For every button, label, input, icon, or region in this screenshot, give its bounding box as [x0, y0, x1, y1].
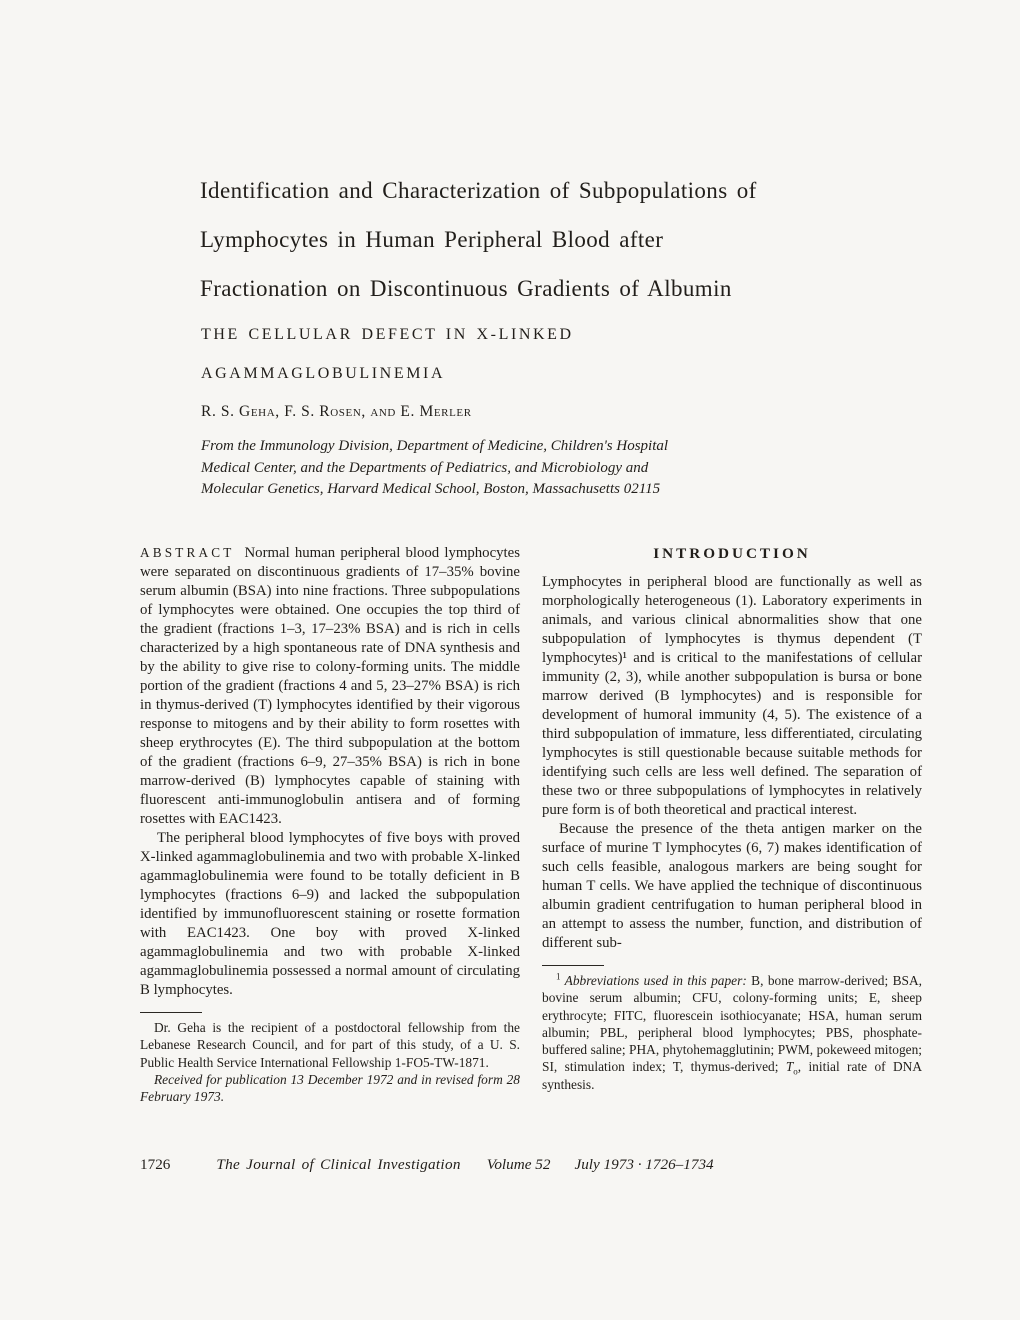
abstract-paragraph-1: [140, 543, 520, 829]
affiliation-line-1: From the Immunology Division, Department of Medicine, Children's Hospital: [201, 438, 669, 454]
journal-name: The Journal of Clinical Investigation: [216, 1156, 461, 1173]
issue-date-pages: July 1973 · 1726–1734: [574, 1156, 714, 1173]
article-title: [200, 166, 820, 313]
introduction-heading: INTRODUCTION: [653, 545, 811, 562]
acknowledgment-footnote: Dr. Geha is the recipient of a postdoctoral fellowship from the Lebanese Research Council, and for part of this study, of a U. S. Public Health Service International Fellowship 1-FO5-TW-1871.: [140, 1020, 520, 1070]
subtitle-line-2: AGAMMAGLOBULINEMIA: [201, 365, 446, 382]
left-column: [140, 543, 520, 1105]
abstract-paragraph-1-text: Normal human peripheral blood lymphocytes were separated on discontinuous gradients of 17–35% bovine serum albumin (BSA) into nine fractions. Three subpopulations of lymphocytes were obtained. One occupies the top third of the gradient (fractions 1–3, 17–23% BSA) and is rich in cells characterized by a high spontaneous rate of DNA synthesis and by the ability to give rise to colony-forming units. The middle portion of the gradient (fractions 4 and 5, 23–27% BSA) is rich in thymus-derived (T) lymphocytes identified by their vigorous response to mitogens and by their ability to form rosettes with sheep erythrocytes (E). The third subpopulation at the bottom of the gradient (fractions 6–9, 27–35% BSA) is rich in bone marrow-derived (B) lymphocytes capable of staining with fluorescent anti-immunoglobulin antisera and of forming rosettes with EAC1423.: [140, 545, 520, 827]
right-footnote-rule: [542, 965, 604, 966]
abstract-paragraph-2: The peripheral blood lymphocytes of five boys with proved X-linked agammaglobulinemia and two with probable X-linked agammaglobulinemia were found to be totally deficient in B lymphocytes (fractions 6–9) and lacked the subpopulation identified by immunofluorescent staining or rosette formation with EAC1423. One boy with proved X-linked agammaglobulinemia and two with probable X-linked agammaglobulinemia possessed a normal amount of circulating B lymphocytes.: [140, 830, 520, 998]
volume-number: Volume 52: [486, 1156, 551, 1173]
body-columns: [140, 543, 922, 1105]
left-footnote-rule: [140, 1012, 202, 1013]
received-dates: Received for publication 13 December 1972 and in revised form 28 February 1973.: [140, 1071, 520, 1105]
right-column: [542, 543, 922, 1105]
affiliation-line-3: Molecular Genetics, Harvard Medical School, Boston, Massachusetts 02115: [201, 481, 661, 497]
title-line-1: Identification and Characterization of Subpopulations of: [200, 178, 757, 203]
title-line-3: Fractionation on Discontinuous Gradients of Albumin: [200, 276, 732, 301]
affiliation: [201, 436, 761, 501]
introduction-paragraph-2: Because the presence of the theta antigen marker on the surface of murine T lymphocytes (6, 7) makes identification of such cells feasible, analogous markers are being sought for human T cells. We have applied the technique of discontinuous albumin gradient centrifugation to human peripheral blood in an attempt to assess the number, function, and distribution of different sub-: [542, 821, 922, 951]
introduction-paragraph-1: Lymphocytes in peripheral blood are functionally as well as morphologically heterogeneous (1). Laboratory experiments in animals, and various clinical abnormalities show that one subpopulation of lymphocytes is thymus dependent (T lymphocytes)¹ and is critical to the manifestations of cellular immunity (2, 3), while another subpopulation is bursa or bone marrow derived (B lymphocytes) and is responsible for development of humoral immunity (4, 5). The existence of a third subpopulation of immature, less differentiated, circulating lymphocytes is still questionable because suitable methods for identifying such cells are less well defined. The separation of these two or three subpopulations of lymphocytes in relatively pure form is of both theoretical and practical interest.: [542, 574, 922, 818]
affiliation-line-2: Medical Center, and the Departments of Pediatrics, and Microbiology and: [201, 459, 649, 476]
page-number: 1726: [140, 1156, 171, 1173]
abbreviations-footnote: $^1$ Abbreviations used in this paper: B, bone marrow-derived; BSA, bovine serum albumin; CFU, colony-forming units; E, sheep erythrocyte; FITC, fluorescein isothiocyanate; HSA, human serum albumin; PBL, peripheral blood lymphocytes; PBS, phosphate-buffered saline; PHA, phytohemagglutinin; PWM, pokeweed mitogen; SI, stimulation index; T, thymus-derived; $T_o$, initial rate of DNA synthesis.: [542, 971, 922, 1092]
page-footer: [140, 1156, 840, 1174]
authors: R. S. Geha, F. S. Rosen, and E. Merler: [201, 403, 472, 420]
article-subtitle: [201, 315, 821, 393]
title-line-2: Lymphocytes in Human Peripheral Blood after: [200, 227, 664, 252]
subtitle-line-1: THE CELLULAR DEFECT IN X-LINKED: [201, 326, 574, 343]
abstract-label: ABSTRACT: [140, 545, 235, 560]
